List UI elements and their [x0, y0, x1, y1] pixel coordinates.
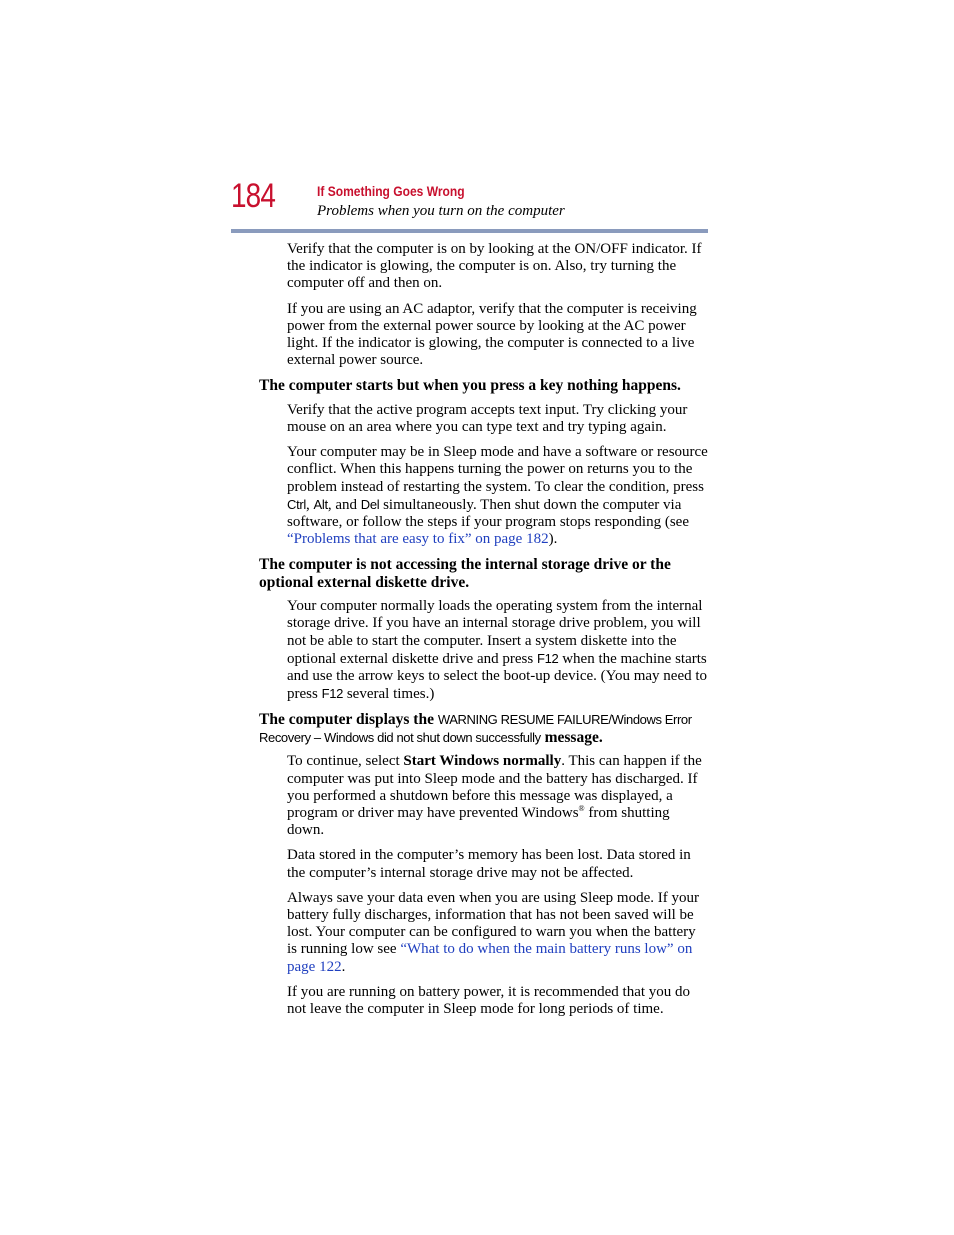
- text-run: message.: [540, 728, 603, 746]
- header-rule: [231, 229, 708, 233]
- text-run: , and: [327, 496, 361, 513]
- text-run: Your computer may be in Sleep mode and have a software or resource conflict. When this happens turning the power on returns you to the problem instead of restarting the system. To clear the condition, press: [287, 444, 708, 495]
- page-number: 184: [231, 177, 276, 215]
- text-run: several times.): [343, 686, 435, 703]
- bold-start-windows-normally: Start Windows normally: [403, 753, 562, 770]
- key-f12: F12: [321, 686, 344, 702]
- heading-key-nothing-happens: The computer starts but when you press a key nothing happens.: [259, 377, 681, 395]
- paragraph-ac-adaptor: If you are using an AC adaptor, verify that the computer is receiving power from the external power source by looking at the AC power light. If the indicator is glowing, the computer is connected to a live external power source.: [287, 300, 697, 369]
- section-title: Problems when you turn on the computer: [317, 203, 565, 219]
- paragraph-text-input: Verify that the active program accepts text input. Try clicking your mouse on an area where you can type text and try typing again.: [287, 401, 688, 436]
- paragraph-battery-power: If you are running on battery power, it is recommended that you do not leave the computer in Sleep mode for long periods of time.: [287, 983, 691, 1017]
- paragraph-start-windows-normally: [287, 753, 708, 839]
- text-run: simultaneously. Then shut down the computer via software, or follow the steps if your program stops responding (see: [287, 496, 689, 531]
- text-run: Always save your data even when you are using Sleep mode. If your battery fully discharges, information that has not been saved will be lost. Your computer can be configured to warn you when the battery is running low see: [287, 889, 699, 958]
- chapter-title: If Something Goes Wrong: [317, 183, 465, 199]
- paragraph-storage-drive-problem: [287, 598, 708, 703]
- paragraph-on-off-indicator: Verify that the computer is on by looking at the ON/OFF indicator. If the indicator is glowing, the computer is on. Also, try turning the computer off and then on.: [287, 241, 702, 292]
- key-f12: F12: [536, 650, 559, 666]
- text-run: .: [341, 958, 346, 975]
- key-alt: Alt: [313, 496, 328, 512]
- heading-storage-drive: The computer is not accessing the internal storage drive or the optional external diskette drive.: [259, 556, 671, 591]
- link-problems-easy-to-fix[interactable]: “Problems that are easy to fix” on page 182: [287, 531, 549, 548]
- link-battery-runs-low[interactable]: “What to do when the main battery runs low” on page 122: [287, 941, 693, 975]
- paragraph-memory-lost: Data stored in the computer’s memory has been lost. Data stored in the computer’s internal storage drive may not be affected.: [287, 847, 691, 881]
- key-ctrl: Ctrl: [287, 496, 307, 512]
- text-run: Your computer normally loads the operating system from the internal storage drive. If you have an internal storage drive problem, you will not be able to start the computer. Insert a system diskette into the optional external diskette drive and press: [287, 598, 703, 667]
- text-run: ,: [306, 496, 314, 513]
- heading-warning-resume-failure: [259, 711, 708, 746]
- text-run: . This can happen if the computer was put into Sleep mode and the battery has discharged. If you performed a shutdown before this message was displayed, a program or driver may have prevented Windows: [287, 753, 702, 821]
- text-run: To continue, select: [287, 753, 404, 770]
- paragraph-save-data: [287, 890, 708, 976]
- registered-mark: ®: [578, 803, 585, 813]
- error-message-text: WARNING RESUME FAILURE/Windows Error Recovery – Windows did not shut down successfully: [259, 712, 692, 745]
- text-run: from shutting down.: [287, 804, 670, 839]
- key-del: Del: [360, 496, 380, 512]
- text-run: when the machine starts and use the arrow keys to select the boot-up device. (You may need to press: [287, 650, 708, 703]
- paragraph-sleep-conflict: [287, 444, 708, 548]
- text-run: ).: [548, 531, 558, 548]
- text-run: The computer displays the: [259, 711, 438, 729]
- page-content: [0, 241, 954, 1026]
